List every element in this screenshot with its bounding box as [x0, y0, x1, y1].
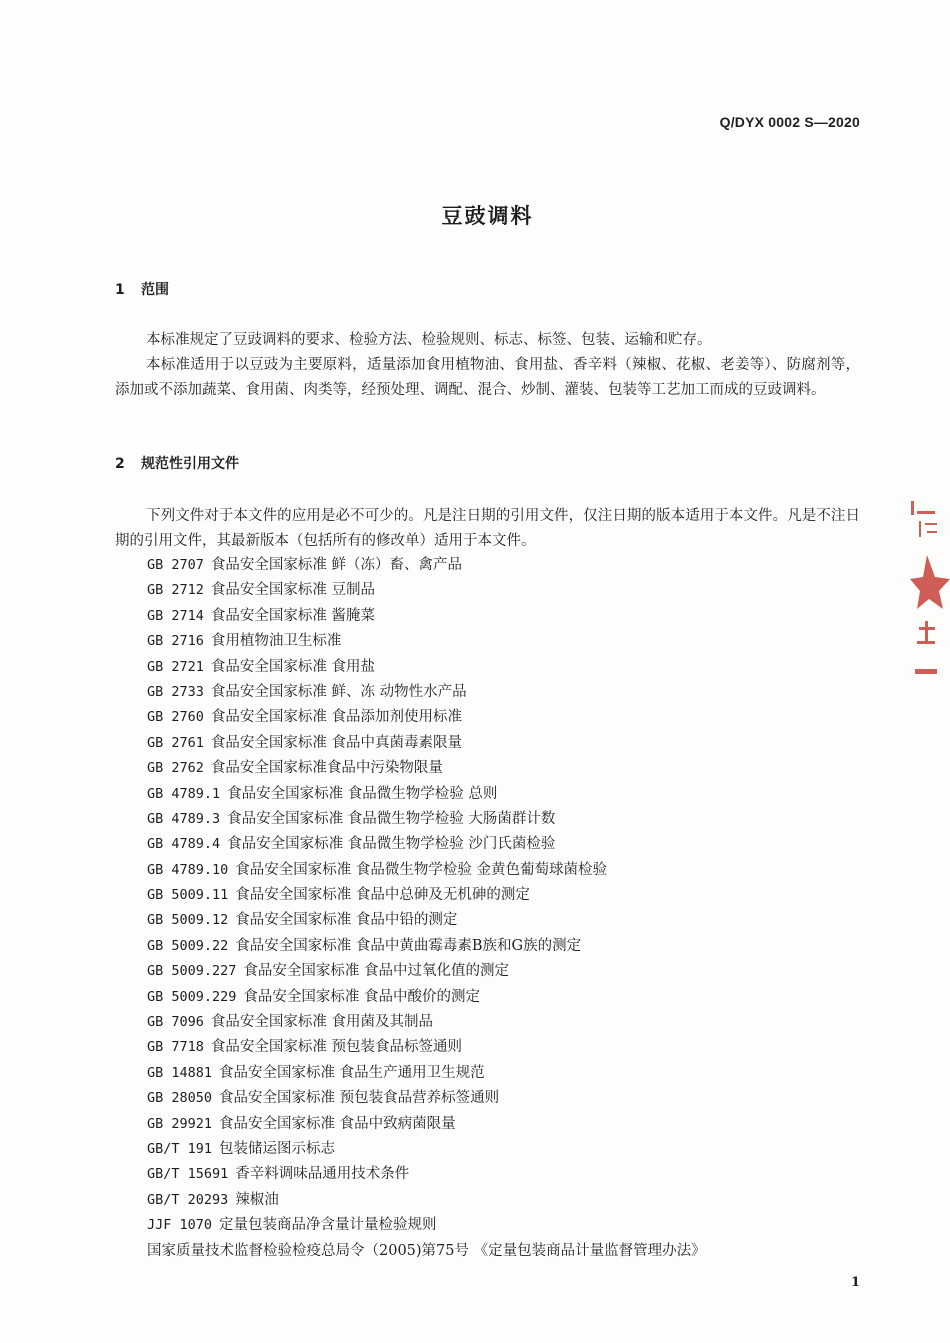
reference-code: GB 4789.3 — [147, 810, 221, 827]
reference-item — [147, 680, 706, 705]
reference-code: GB 2721 — [147, 658, 204, 675]
reference-title: 食用植物油卫生标准 — [210, 633, 342, 650]
reference-code: GB 14881 — [147, 1064, 213, 1081]
reference-item-decree — [147, 1239, 706, 1264]
document-title: 豆豉调料 — [441, 204, 534, 228]
scope-paragraph-1: 本标准规定了豆豉调料的要求、检验方法、检验规则、标志、标签、包装、运输和贮存。 — [146, 332, 712, 348]
reference-title: 食品安全国家标准食品中污染物限量 — [210, 760, 443, 777]
reference-code: GB 2712 — [147, 582, 204, 599]
reference-item — [147, 807, 706, 832]
reference-code: GB 5009.229 — [147, 988, 237, 1005]
reference-item — [147, 1035, 706, 1060]
reference-item — [147, 604, 706, 629]
page-number: 1 — [850, 1275, 860, 1290]
reference-item — [147, 908, 706, 933]
reference-title: 食品安全国家标准 鲜、冻 动物性水产品 — [210, 683, 467, 700]
reference-item — [147, 578, 706, 603]
reference-code: GB 2714 — [147, 607, 204, 624]
reference-title: 食品安全国家标准 预包装食品营养标签通则 — [219, 1090, 500, 1107]
reference-code: GB 5009.11 — [147, 887, 229, 904]
reference-title: 食品安全国家标准 食品添加剂使用标准 — [210, 709, 463, 726]
reference-item — [147, 959, 706, 984]
reference-item — [147, 1112, 706, 1137]
reference-title: 食品安全国家标准 预包装食品标签通则 — [210, 1039, 463, 1056]
reference-title: 食品安全国家标准 食品微生物学检验 金黄色葡萄球菌检验 — [235, 861, 607, 878]
reference-title: 食品安全国家标准 食品中致病菌限量 — [219, 1115, 456, 1132]
reference-item — [147, 1061, 706, 1086]
reference-item — [147, 731, 706, 756]
scope-paragraph-2: 本标准适用于以豆豉为主要原料，适量添加食用植物油、食用盐、香辛料（辣椒、花椒、老姜等）、防腐剂等，添加或不添加蔬菜、食用菌、肉类等，经预处理、调配、混合、炒制、灌装、包装等工艺加工而成的豆豉调料。 — [115, 357, 860, 398]
reference-title: 食品安全国家标准 食品中铅的测定 — [235, 912, 458, 929]
reference-item — [147, 832, 706, 857]
reference-title: 食品安全国家标准 豆制品 — [210, 582, 376, 599]
section-number: 2 — [115, 456, 125, 472]
reference-title: 辣椒油 — [235, 1191, 279, 1208]
section-1-heading — [115, 279, 169, 299]
standard-code: Q/DYX 0002 S—2020 — [719, 114, 860, 130]
reference-code: GB 2733 — [147, 683, 204, 700]
red-seal-stamp-edge — [905, 493, 950, 683]
reference-item — [147, 553, 706, 578]
reference-code: GB 7718 — [147, 1039, 204, 1056]
reference-title: 食品安全国家标准 食品中酸价的测定 — [243, 988, 481, 1005]
reference-code: GB 28050 — [147, 1090, 213, 1107]
reference-title: 食品安全国家标准 食品微生物学检验 大肠菌群计数 — [227, 810, 556, 827]
section-title: 范围 — [141, 282, 169, 298]
reference-title: 食品安全国家标准 食用菌及其制品 — [210, 1014, 434, 1031]
reference-code: GB 5009.22 — [147, 937, 229, 954]
reference-code: GB 29921 — [147, 1115, 213, 1132]
reference-title: 食品安全国家标准 食品中黄曲霉毒素B族和G族的测定 — [235, 937, 582, 954]
section-2-heading — [115, 453, 239, 473]
reference-title: 定量包装商品净含量计量检验规则 — [219, 1217, 437, 1234]
reference-code: GB 2716 — [147, 633, 204, 650]
reference-item — [147, 858, 706, 883]
reference-code: GB/T 20293 — [147, 1191, 229, 1208]
reference-code: GB 2761 — [147, 734, 204, 751]
reference-title: 食品安全国家标准 鲜（冻）畜、禽产品 — [210, 557, 463, 573]
reference-item — [147, 1188, 706, 1213]
reference-item — [147, 756, 706, 781]
reference-code: GB 5009.12 — [147, 912, 229, 929]
reference-title: 食品安全国家标准 酱腌菜 — [210, 607, 376, 624]
reference-item — [147, 1162, 706, 1187]
reference-item — [147, 1213, 706, 1238]
reference-code: GB 4789.4 — [147, 836, 221, 853]
reference-list — [147, 553, 706, 1264]
reference-code: GB 2760 — [147, 709, 204, 726]
reference-code: GB 4789.1 — [147, 785, 221, 802]
reference-title: 国家质量技术监督检验检疫总局令（2005)第75号 《定量包装商品计量监督管理办法》 — [147, 1242, 706, 1259]
reference-title: 食品安全国家标准 食品中过氧化值的测定 — [243, 963, 510, 980]
reference-item — [147, 629, 706, 654]
reference-item — [147, 1137, 706, 1162]
reference-code: GB 2707 — [147, 557, 204, 573]
reference-code: GB 7096 — [147, 1014, 204, 1031]
section-number: 1 — [115, 282, 125, 298]
reference-item — [147, 934, 706, 959]
reference-item — [147, 985, 706, 1010]
reference-code: GB/T 191 — [147, 1140, 213, 1157]
reference-title: 食品安全国家标准 食品中真菌毒素限量 — [210, 734, 463, 751]
reference-code: GB 5009.227 — [147, 963, 237, 980]
reference-title: 包装储运图示标志 — [219, 1140, 336, 1157]
reference-item — [147, 1010, 706, 1035]
reference-code: JJF 1070 — [147, 1217, 213, 1234]
reference-title: 食品安全国家标准 食品生产通用卫生规范 — [219, 1064, 485, 1081]
reference-code: GB 4789.10 — [147, 861, 229, 878]
reference-item — [147, 1086, 706, 1111]
reference-title: 食品安全国家标准 食品中总砷及无机砷的测定 — [235, 887, 530, 904]
reference-title: 香辛料调味品通用技术条件 — [235, 1166, 410, 1183]
reference-title: 食品安全国家标准 食用盐 — [210, 658, 376, 675]
reference-title: 食品安全国家标准 食品微生物学检验 总则 — [227, 785, 498, 802]
reference-item — [147, 705, 706, 730]
reference-item — [147, 782, 706, 807]
reference-item — [147, 655, 706, 680]
reference-item — [147, 883, 706, 908]
reference-code: GB/T 15691 — [147, 1166, 229, 1183]
references-intro-paragraph: 下列文件对于本文件的应用是必不可少的。凡是注日期的引用文件，仅注日期的版本适用于本文件。凡是不注日期的引用文件，其最新版本（包括所有的修改单）适用于本文件。 — [115, 508, 860, 549]
section-title: 规范性引用文件 — [141, 456, 239, 472]
reference-title: 食品安全国家标准 食品微生物学检验 沙门氏菌检验 — [227, 836, 556, 853]
reference-code: GB 2762 — [147, 760, 204, 777]
